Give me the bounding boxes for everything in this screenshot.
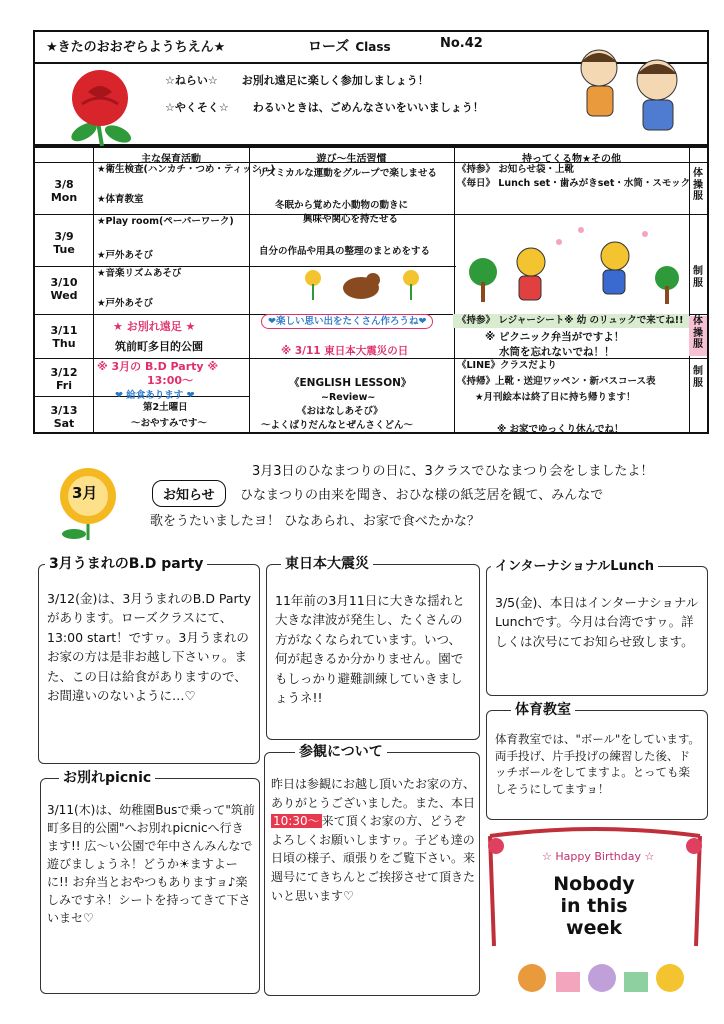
date-text: 3/9 bbox=[54, 230, 74, 243]
pe-clothes-label: 体操服 bbox=[693, 168, 703, 202]
main-activity: ★Play room(ペーパーワーク) bbox=[97, 216, 234, 227]
main-activity: ★体育教室 bbox=[97, 194, 144, 205]
international-lunch-text: 3/5(金)、本日はインターナショナルLunchです。今月は台湾ですヮ。詳しくは次号にてお知らせ致します。 bbox=[495, 595, 699, 649]
lunch-available: ❤ 給食あります ❤ bbox=[115, 390, 195, 401]
visit-text-a: 昨日は参観にお越し頂いたお家の方、ありがとうございました。また、本日 bbox=[271, 777, 476, 810]
bd-party-title: 3月うまれのB.D party bbox=[45, 553, 207, 573]
col-play-header: 遊び～生活習慣 bbox=[316, 154, 387, 165]
visit-time-highlight: 10:30～ bbox=[273, 814, 320, 829]
notice-body-line: 歌をうたいましたヨ！ ひなあられ、お家で食べたかな？ bbox=[150, 514, 480, 529]
aim-text: お別れ遠足に楽しく参加しましょう！ bbox=[241, 74, 429, 87]
children-illustration bbox=[565, 40, 705, 140]
date-cell bbox=[35, 366, 93, 392]
visit-text-b: 来て頂くお家の方、どうぞよろしくお願いしますヮ。子ども達の日頃の様子、頑張りをご覧下さい。来週号にてきちんとご挨拶させて頂きたいと思います♡ bbox=[271, 814, 476, 903]
visit-title: 参観について bbox=[295, 741, 387, 761]
class-name bbox=[308, 36, 391, 56]
picnic-box bbox=[40, 770, 260, 994]
children-running-illustration bbox=[461, 222, 687, 312]
spring-flowers-illustration bbox=[285, 266, 435, 302]
uniform-label: 制服 bbox=[693, 366, 703, 389]
aim-line bbox=[165, 72, 453, 88]
date-text: 3/12 bbox=[50, 366, 78, 379]
date-cell bbox=[35, 230, 93, 256]
notice-body-line: 3月3日のひなまつりの日に、3クラスでひなまつり会をしましたよ！ bbox=[252, 464, 654, 479]
promise-label: ☆やくそく☆ bbox=[165, 101, 229, 114]
date-cell bbox=[35, 178, 93, 204]
no-birthday-line: in this bbox=[560, 894, 628, 917]
international-lunch-box bbox=[486, 559, 708, 696]
main-activity: ★戸外あそび bbox=[97, 250, 154, 261]
aim-label: ☆ねらい☆ bbox=[165, 74, 218, 87]
english-review: ~Review~ bbox=[321, 392, 376, 403]
bring-text: 《LINE》クラスだより bbox=[457, 360, 557, 371]
farewell-trip: ★ お別れ遠足 ★ bbox=[113, 320, 196, 333]
picnic-lunch-note: ※ ピクニック弁当がですよ！ bbox=[485, 331, 625, 343]
english-lesson: 《ENGLISH LESSON》 bbox=[289, 377, 412, 389]
class-name-jp: ローズ bbox=[308, 39, 350, 55]
date-text: 3/13 bbox=[50, 404, 78, 417]
main-activity: ★衛生検査(ハンカチ・つめ・ティッシュ) bbox=[97, 164, 275, 175]
bd-party-box bbox=[38, 556, 260, 764]
bring-text: 《持参》 お知らせ袋・上靴 bbox=[457, 164, 575, 175]
issue-number: No.42 bbox=[440, 36, 483, 51]
bring-text: ★月刊絵本は終了日に持ち帰ります！ bbox=[475, 392, 636, 403]
pe-class-title: 体育教室 bbox=[511, 699, 575, 719]
international-lunch-title: インターナショナルLunch bbox=[491, 555, 658, 574]
rose-illustration bbox=[58, 62, 148, 148]
date-text: 3/8 bbox=[54, 178, 74, 191]
day-text: Sat bbox=[53, 417, 75, 431]
day-text: Fri bbox=[55, 379, 72, 393]
picnic-title: お別れpicnic bbox=[59, 767, 155, 787]
no-birthday-line: week bbox=[566, 916, 622, 939]
notice-body-line: ひなまつりの由来を聞き、おひな様の紙芝居を観て、みんなで bbox=[240, 488, 604, 503]
day-text: Mon bbox=[50, 191, 78, 205]
month-badge: 3月 bbox=[72, 484, 98, 502]
schedule-table bbox=[33, 146, 709, 434]
bring-text: 《持帰》上靴・送迎ワッペン・新バスコース表 bbox=[457, 376, 656, 387]
table-rule bbox=[454, 148, 455, 432]
main-activity: ★音楽リズムあそび bbox=[97, 268, 182, 279]
picnic-text: 3/11(木)は、幼稚園Busで乗って"筑前町多目的公園"へお別れpicnicへ行きます!! 広～い公園で年中さんみんなで遊びましょうネ！どうか☀ますよーに!! お弁当とおやつもありますョ♪楽しみですネ！シートを持ってきて下さいまセ♡ bbox=[47, 803, 255, 925]
col-main-header: 主な保育活動 bbox=[141, 154, 201, 165]
play-text: リズミカルな運動をグループで楽しませる bbox=[257, 168, 437, 179]
earthquake-box bbox=[266, 556, 480, 740]
visit-text bbox=[271, 775, 475, 905]
no-birthday-line: Nobody bbox=[553, 873, 635, 895]
table-rule bbox=[249, 148, 250, 432]
day-text: Tue bbox=[53, 243, 75, 257]
table-rule bbox=[93, 148, 94, 432]
play-text: 興味や関心を持たせる bbox=[303, 214, 399, 225]
col-bring-header: 持ってくる物★その他 bbox=[522, 154, 621, 165]
memory-banner-text: ❤楽しい思い出をたくさん作ろうね❤ bbox=[261, 314, 433, 329]
earthquake-day: ※ 3/11 東日本大震災の日 bbox=[281, 345, 409, 357]
earthquake-title: 東日本大震災 bbox=[281, 553, 373, 573]
day-text: Wed bbox=[50, 289, 78, 303]
birthday-card bbox=[484, 826, 706, 1006]
class-label-en: Class bbox=[355, 40, 391, 54]
park-name: 筑前町多目的公園 bbox=[115, 340, 203, 353]
notice-title: お知らせ bbox=[152, 480, 226, 507]
date-text: 3/10 bbox=[50, 276, 78, 289]
bring-text: 《持参》 レジャーシート※ 幼 のリュックで来てね!! bbox=[457, 315, 684, 326]
second-saturday: 第2土曜日 bbox=[143, 402, 188, 413]
holiday-note: ～おやすみです～ bbox=[131, 418, 208, 429]
uniform-label: 制服 bbox=[693, 266, 703, 289]
school-name: ★きたのおおぞらようちえん★ bbox=[46, 40, 226, 55]
day-text: Thu bbox=[52, 337, 76, 351]
happy-birthday-heading: ☆ Happy Birthday ☆ bbox=[542, 850, 655, 863]
earthquake-text: 11年前の3月11日に大きな揺れと大きな津波が発生し、たくさんの方がなくなられています。いつ、何が起きるか分かりません。園でもしっかり避難訓練していきましょうネ!! bbox=[275, 593, 465, 705]
date-cell bbox=[35, 324, 93, 350]
play-text: 自分の作品や用具の整理のまとめをする bbox=[259, 246, 431, 257]
date-cell bbox=[35, 276, 93, 302]
story-title: ～よくばりだんなとぜんさくどん～ bbox=[261, 420, 414, 431]
water-bottle-note: 水筒を忘れないでね！！ bbox=[499, 346, 615, 358]
play-text: 冬眠から覚めた小動物の動きに bbox=[275, 200, 409, 211]
bd-party-text: 3/12(金)は、3月うまれのB.D Partyがあります。ローズクラスにて、13:00 start！ですヮ。3月うまれのお家の方は是非お越し下さいヮ。また、この日は給食がありますので、お間違いのないように…♡ bbox=[47, 591, 251, 703]
promise-text: わるいときは、ごめんなさいをいいましょう！ bbox=[252, 101, 484, 114]
pe-class-text: 体育教室では、"ボール"をしています。両手投げ、片手投げの練習した後、ドッチボールをしてますよ。とっても楽しそうにしてますョ！ bbox=[495, 732, 700, 797]
pe-class-box bbox=[486, 702, 708, 820]
bd-party-time: 13:00～ bbox=[147, 374, 194, 387]
main-activity: ★戸外あそび bbox=[97, 298, 154, 309]
promise-line bbox=[165, 99, 508, 115]
date-cell bbox=[35, 404, 93, 430]
story-play: 《おはなしあそび》 bbox=[297, 406, 383, 417]
date-text: 3/11 bbox=[50, 324, 78, 337]
pe-clothes-label: 体操服 bbox=[689, 316, 707, 356]
visit-box bbox=[264, 744, 480, 996]
bring-text: 《毎日》 Lunch set・歯みがきset・水筒・スモック bbox=[457, 178, 691, 189]
no-birthday-message bbox=[524, 874, 664, 940]
bd-party-row: ※ 3月の B.D Party ※ bbox=[97, 360, 219, 373]
rest-at-home: ※ お家でゆっくり休んでね！ bbox=[497, 424, 624, 435]
memory-banner bbox=[261, 316, 433, 329]
